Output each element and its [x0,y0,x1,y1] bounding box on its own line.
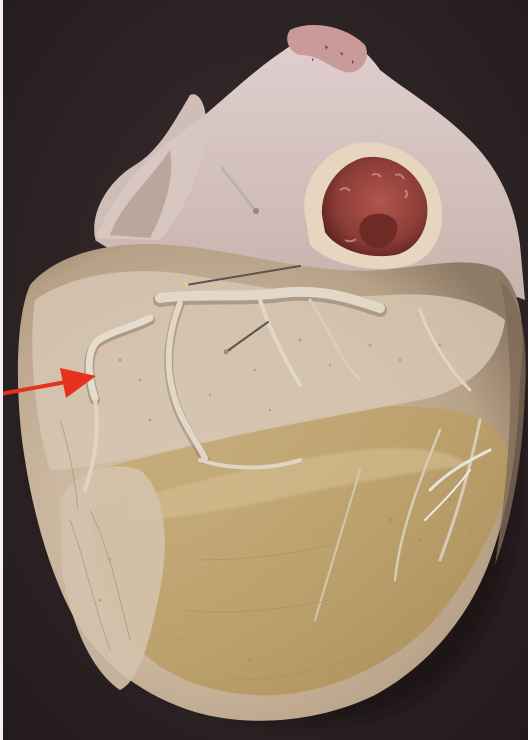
left-border [0,0,3,740]
